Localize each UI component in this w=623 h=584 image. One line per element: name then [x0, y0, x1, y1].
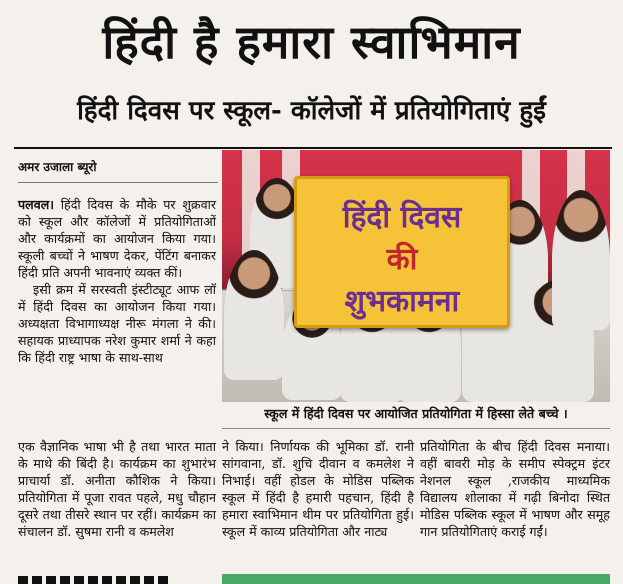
student-figure	[552, 190, 610, 330]
banner-line-3: शुभकामना	[344, 284, 460, 319]
dateline: पलवल।	[18, 197, 55, 212]
hindi-diwas-banner	[294, 176, 510, 328]
byline-rule	[18, 182, 218, 183]
article-para-2: इसी क्रम में सरस्वती इंस्टीट्यूट आफ लॉ में हिंदी दिवस का आयोजन किया गया। अध्यक्षता विभागाध्यक्ष नीरू मंगला ने की। सहायक प्राध्यापक नरेश कुमार शर्मा ने कहा कि हिंदी राष्ट्र भाषा के साथ-साथ	[18, 282, 216, 365]
byline: अमर उजाला ब्यूरो	[18, 160, 97, 174]
article-column-3: प्रतियोगिता के बीच हिंदी दिवस मनाया। वहीं बावरी मोड़ के समीप स्पेक्ट्रम इंटर नेशनल स्कूल ,राजकीय माध्यमिक विद्यालय शोलाका में गढ़ी बिनोदा स्थित मोडिस पब्लिक स्कूल में भाषण और समूह गान प्रतियोगिताएं कराई गईं।	[420, 439, 610, 539]
caption-rule	[222, 428, 610, 429]
photo-caption: स्कूल में हिंदी दिवस पर आयोजित प्रतियोगिता में हिस्सा लेते बच्चे ।	[264, 406, 568, 421]
banner-line-2: की	[386, 242, 418, 277]
article-para-1: हिंदी दिवस के मौके पर शुक्रवार को स्कूल और कॉलेजों में प्रतियोगिताओं और कार्यक्रमों का आयोजन किया गया। स्कूली बच्चों ने भाषण देकर, पेंटिंग बनाकर हिंदी प्रति अपनी भावनाएं व्यक्त कीं।	[18, 197, 216, 280]
top-rule	[14, 147, 612, 149]
news-photo	[222, 150, 610, 402]
banner-line-1: हिंदी दिवस	[342, 200, 462, 235]
article-column-1-bottom: एक वैज्ञानिक भाषा भी है तथा भारत माता के माथे की बिंदी है। कार्यक्रम का शुभारंभ प्राचार्या डॉ. अनीता कौशिक ने किया। प्रतियोगिता में पूजा रावत पहले, मधु चौहान दूसरे तथा तीसरे स्थान पर रहीं। कार्यक्रम का संचालन डॉ. सुषमा रानी व कमलेश	[18, 439, 216, 539]
article-column-1-top	[18, 196, 216, 366]
next-article-heading-fragment	[18, 576, 168, 584]
student-figure	[224, 250, 284, 380]
next-article-color-strip	[222, 574, 610, 584]
headline: हिंदी है हमारा स्वाभिमान	[102, 15, 521, 69]
article-column-2: ने किया। निर्णायक की भूमिका डॉ. रानी सांगवाना, डॉ. शुचि दीवान व कमलेश ने निभाई। वहीं होडल के मोडिस पब्लिक स्कूल में हिंदी है हमारी पहचान, हिंदी है हमारा स्वाभिमान थीम पर प्रतियोगिता हुई। स्कूल में काव्य प्रतियोगिता और नाट्य	[222, 439, 414, 539]
subheadline: हिंदी दिवस पर स्कूल- कॉलेजों में प्रतियोगिताएं हुईं	[77, 96, 546, 126]
